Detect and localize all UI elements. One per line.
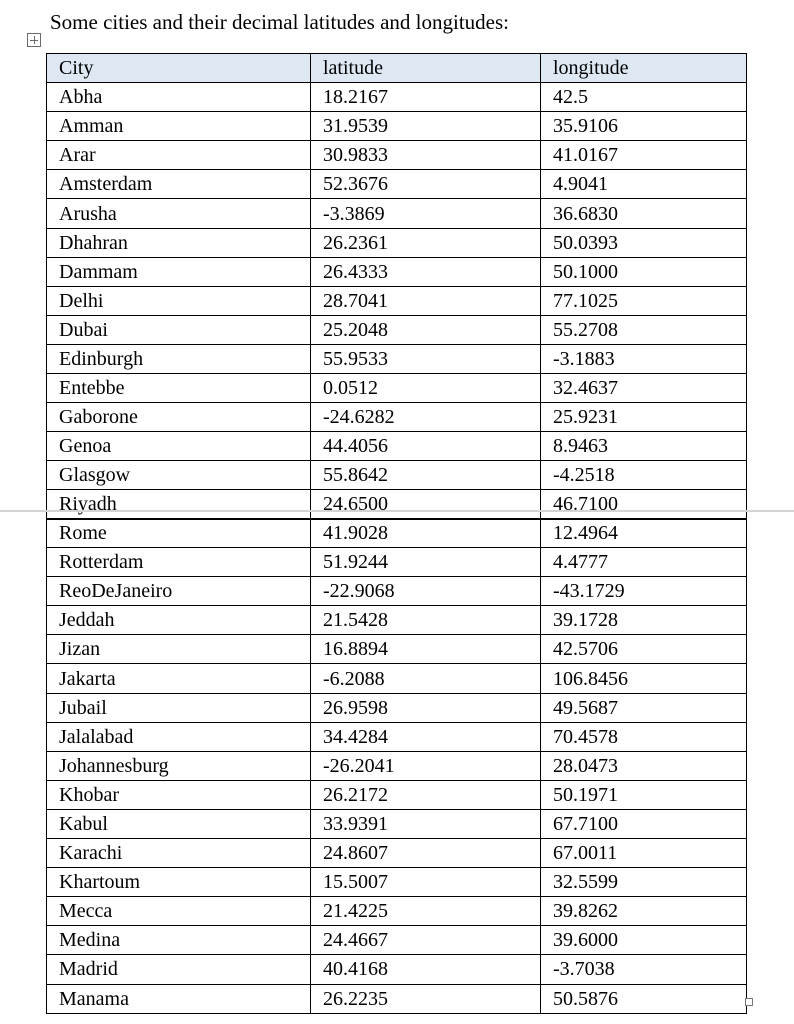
cell-longitude[interactable]: -43.1729 (541, 577, 747, 606)
cell-longitude[interactable]: 35.9106 (541, 112, 747, 141)
cell-longitude[interactable]: 70.4578 (541, 722, 747, 751)
table-row (47, 984, 747, 1013)
cell-city[interactable]: Amsterdam (47, 170, 311, 199)
cell-latitude[interactable]: 34.4284 (311, 722, 541, 751)
cell-longitude[interactable]: 50.1971 (541, 780, 747, 809)
table-row (47, 548, 747, 577)
cell-latitude[interactable]: 18.2167 (311, 83, 541, 112)
cell-longitude[interactable]: 39.6000 (541, 926, 747, 955)
cell-city[interactable]: Kabul (47, 809, 311, 838)
cell-city[interactable]: Genoa (47, 432, 311, 461)
column-header-longitude[interactable]: longitude (541, 54, 747, 83)
cell-longitude[interactable]: 8.9463 (541, 432, 747, 461)
cell-latitude[interactable]: 26.4333 (311, 257, 541, 286)
cell-latitude[interactable]: 26.2172 (311, 780, 541, 809)
cell-city[interactable]: Mecca (47, 897, 311, 926)
table-resize-handle-icon[interactable] (745, 998, 753, 1006)
table-row (47, 926, 747, 955)
cell-longitude[interactable]: 39.1728 (541, 606, 747, 635)
cell-latitude[interactable]: 51.9244 (311, 548, 541, 577)
cell-latitude[interactable]: 52.3676 (311, 170, 541, 199)
cell-longitude[interactable]: -3.1883 (541, 344, 747, 373)
table-row (47, 693, 747, 722)
table-row (47, 228, 747, 257)
table-row (47, 780, 747, 809)
table-row (47, 141, 747, 170)
cell-latitude[interactable]: 24.6500 (311, 490, 541, 519)
cell-city[interactable]: Edinburgh (47, 344, 311, 373)
table-row (47, 577, 747, 606)
cell-longitude[interactable]: -4.2518 (541, 461, 747, 490)
table-row (47, 83, 747, 112)
cell-city[interactable]: Khartoum (47, 868, 311, 897)
table-row (47, 112, 747, 141)
cell-latitude[interactable]: 0.0512 (311, 374, 541, 403)
table-row (47, 955, 747, 984)
table-row (47, 286, 747, 315)
cell-latitude[interactable]: 55.9533 (311, 344, 541, 373)
cell-latitude[interactable]: -6.2088 (311, 664, 541, 693)
cell-city[interactable]: Jizan (47, 635, 311, 664)
table-row (47, 839, 747, 868)
cell-longitude[interactable]: 32.4637 (541, 374, 747, 403)
city-coordinates-table (46, 53, 747, 520)
cell-latitude[interactable]: -24.6282 (311, 403, 541, 432)
table-row (47, 490, 747, 519)
cell-longitude[interactable]: 39.8262 (541, 897, 747, 926)
cell-city[interactable]: Karachi (47, 839, 311, 868)
table-row (47, 170, 747, 199)
city-coordinates-table-continued (46, 518, 747, 1014)
cell-longitude[interactable]: 50.1000 (541, 257, 747, 286)
cell-longitude[interactable]: 32.5599 (541, 868, 747, 897)
cell-city[interactable]: Dubai (47, 315, 311, 344)
cell-longitude[interactable]: -3.7038 (541, 955, 747, 984)
cell-longitude[interactable]: 12.4964 (541, 519, 747, 548)
cell-city[interactable]: Jalalabad (47, 722, 311, 751)
column-header-latitude[interactable]: latitude (311, 54, 541, 83)
cell-city[interactable]: Amman (47, 112, 311, 141)
cell-city[interactable]: Jeddah (47, 606, 311, 635)
cell-city[interactable]: Arar (47, 141, 311, 170)
cell-latitude[interactable]: 31.9539 (311, 112, 541, 141)
cell-city[interactable]: Rotterdam (47, 548, 311, 577)
table-row (47, 344, 747, 373)
cell-city[interactable]: Gaborone (47, 403, 311, 432)
table-row (47, 403, 747, 432)
table-row (47, 751, 747, 780)
cell-longitude[interactable]: 4.9041 (541, 170, 747, 199)
cell-longitude[interactable]: 50.5876 (541, 984, 747, 1013)
cell-city[interactable]: Glasgow (47, 461, 311, 490)
cell-longitude[interactable]: 46.7100 (541, 490, 747, 519)
cell-longitude[interactable]: 25.9231 (541, 403, 747, 432)
cell-latitude[interactable]: 33.9391 (311, 809, 541, 838)
cell-city[interactable]: Khobar (47, 780, 311, 809)
table-row (47, 868, 747, 897)
cell-city[interactable]: Jakarta (47, 664, 311, 693)
cell-city[interactable]: Dhahran (47, 228, 311, 257)
cell-longitude[interactable]: 49.5687 (541, 693, 747, 722)
cell-city[interactable]: ReoDeJaneiro (47, 577, 311, 606)
cell-longitude[interactable]: 4.4777 (541, 548, 747, 577)
cell-city[interactable]: Delhi (47, 286, 311, 315)
table-row (47, 374, 747, 403)
cell-longitude[interactable]: 77.1025 (541, 286, 747, 315)
cell-longitude[interactable]: 42.5 (541, 83, 747, 112)
table-row (47, 635, 747, 664)
cell-latitude[interactable]: -3.3869 (311, 199, 541, 228)
page-break-divider (0, 510, 794, 512)
cell-city[interactable]: Rome (47, 519, 311, 548)
cell-latitude[interactable]: 25.2048 (311, 315, 541, 344)
cell-city[interactable]: Riyadh (47, 490, 311, 519)
cell-latitude[interactable]: 21.5428 (311, 606, 541, 635)
cell-latitude[interactable]: 15.5007 (311, 868, 541, 897)
cell-latitude[interactable]: 26.9598 (311, 693, 541, 722)
column-header-city[interactable]: City (47, 54, 311, 83)
table-row (47, 722, 747, 751)
table-row (47, 809, 747, 838)
cell-latitude[interactable]: 24.8607 (311, 839, 541, 868)
cell-latitude[interactable]: 55.8642 (311, 461, 541, 490)
table-row (47, 199, 747, 228)
cell-latitude[interactable]: 28.7041 (311, 286, 541, 315)
cell-latitude[interactable]: -22.9068 (311, 577, 541, 606)
cell-latitude[interactable]: 26.2361 (311, 228, 541, 257)
cell-city[interactable]: Entebbe (47, 374, 311, 403)
cell-longitude[interactable]: 36.6830 (541, 199, 747, 228)
table-row (47, 432, 747, 461)
intro-text: Some cities and their decimal latitudes and longitudes: (50, 10, 509, 34)
cell-city[interactable]: Abha (47, 83, 311, 112)
cell-latitude[interactable]: 40.4168 (311, 955, 541, 984)
cell-longitude[interactable]: 28.0473 (541, 751, 747, 780)
table-row (47, 897, 747, 926)
cell-latitude[interactable]: 44.4056 (311, 432, 541, 461)
cell-longitude[interactable]: 67.7100 (541, 809, 747, 838)
cell-latitude[interactable]: 30.9833 (311, 141, 541, 170)
table-row (47, 461, 747, 490)
cell-longitude[interactable]: 50.0393 (541, 228, 747, 257)
cell-latitude[interactable]: 21.4225 (311, 897, 541, 926)
table-header-row (47, 54, 747, 83)
cell-latitude[interactable]: 24.4667 (311, 926, 541, 955)
cell-latitude[interactable]: 26.2235 (311, 984, 541, 1013)
table-row (47, 315, 747, 344)
cell-longitude[interactable]: 42.5706 (541, 635, 747, 664)
cell-city[interactable]: Manama (47, 984, 311, 1013)
table-row (47, 606, 747, 635)
cell-longitude[interactable]: 41.0167 (541, 141, 747, 170)
cell-city[interactable]: Arusha (47, 199, 311, 228)
table-row (47, 664, 747, 693)
cell-city[interactable]: Madrid (47, 955, 311, 984)
cell-longitude[interactable]: 67.0011 (541, 839, 747, 868)
cell-city[interactable]: Jubail (47, 693, 311, 722)
cell-city[interactable]: Medina (47, 926, 311, 955)
table-row (47, 519, 747, 548)
table-row (47, 257, 747, 286)
cell-city[interactable]: Dammam (47, 257, 311, 286)
cell-latitude[interactable]: 41.9028 (311, 519, 541, 548)
cell-longitude[interactable]: 106.8456 (541, 664, 747, 693)
cell-city[interactable]: Johannesburg (47, 751, 311, 780)
table-move-handle-icon[interactable] (27, 33, 41, 47)
cell-longitude[interactable]: 55.2708 (541, 315, 747, 344)
cell-latitude[interactable]: 16.8894 (311, 635, 541, 664)
cell-latitude[interactable]: -26.2041 (311, 751, 541, 780)
